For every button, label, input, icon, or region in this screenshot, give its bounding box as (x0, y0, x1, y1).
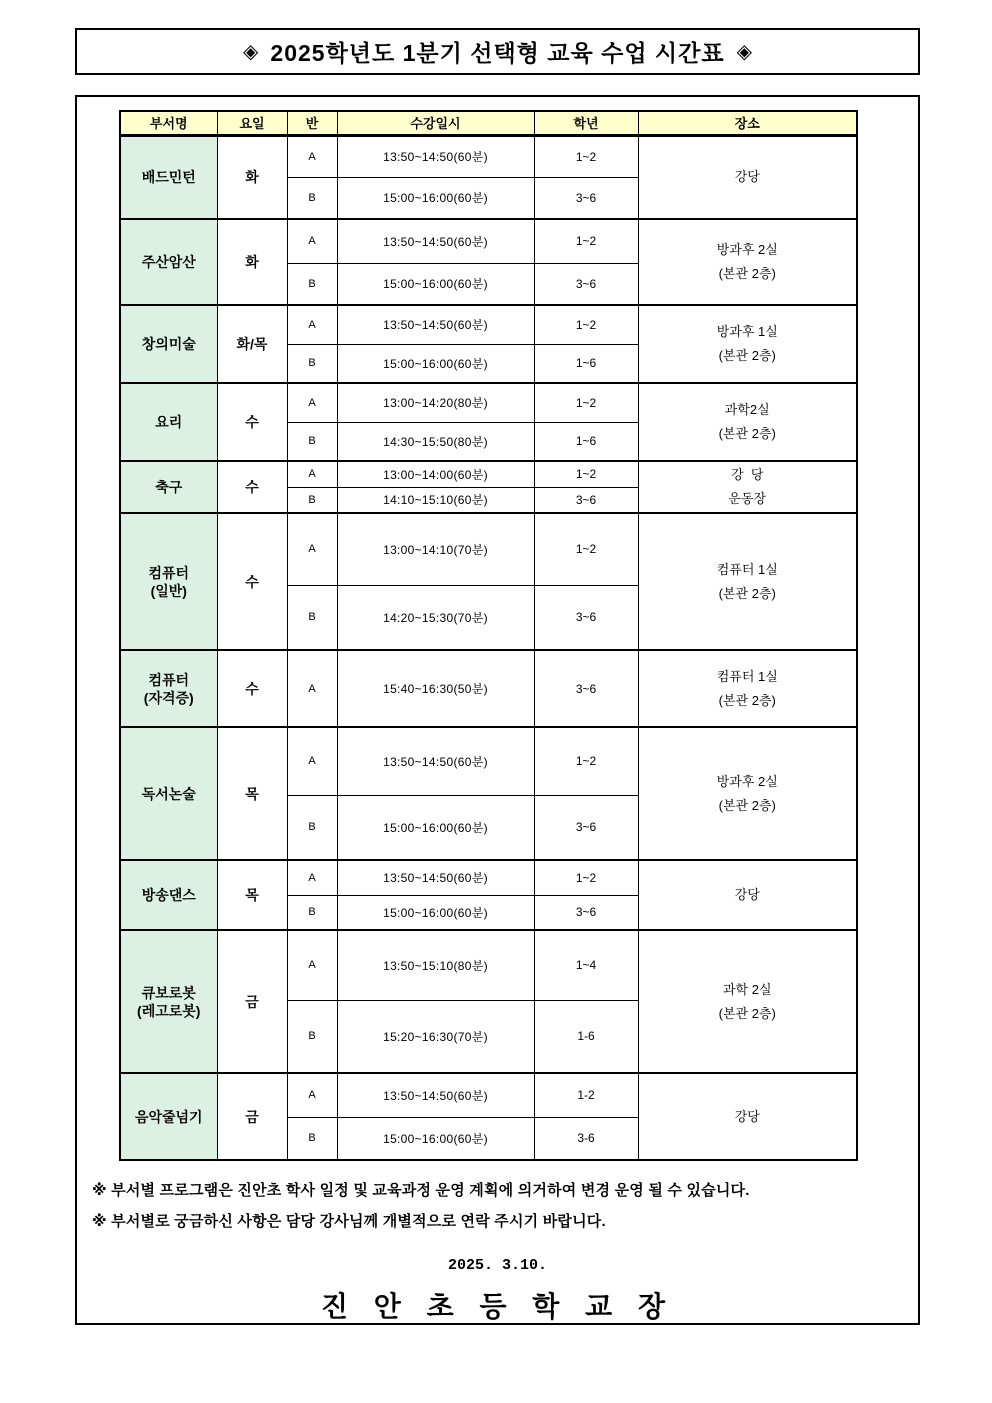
time-cell: 15:00~16:00(60분) (337, 344, 534, 383)
time-cell: 15:00~16:00(60분) (337, 895, 534, 930)
grade-cell: 3~6 (534, 895, 638, 930)
class-cell: A (287, 305, 337, 344)
day-cell: 수 (217, 650, 287, 727)
dept-cell: 주산암산 (120, 219, 217, 305)
day-cell: 수 (217, 383, 287, 461)
content-box (75, 95, 920, 1325)
dept-cell: 창의미술 (120, 305, 217, 383)
time-cell: 15:20~16:30(70분) (337, 1000, 534, 1073)
table-row (120, 1073, 857, 1117)
place-cell: 방과후 2실 (본관 2층) (638, 219, 857, 305)
class-cell: B (287, 895, 337, 930)
class-cell: B (287, 422, 337, 461)
grade-cell: 1~2 (534, 727, 638, 795)
table-row (120, 727, 857, 795)
day-cell: 목 (217, 860, 287, 930)
time-cell: 13:50~14:50(60분) (337, 727, 534, 795)
place-cell: 컴퓨터 1실 (본관 2층) (638, 650, 857, 727)
class-cell: A (287, 219, 337, 263)
grade-cell: 3~6 (534, 650, 638, 727)
table-row (120, 513, 857, 585)
grade-cell: 3~6 (534, 487, 638, 513)
place-cell: 방과후 2실 (본관 2층) (638, 727, 857, 860)
grade-cell: 1~2 (534, 860, 638, 895)
grade-cell: 3~6 (534, 795, 638, 860)
table-row (120, 383, 857, 422)
dept-cell: 배드민턴 (120, 135, 217, 219)
header-place: 장소 (638, 111, 857, 135)
header-row (120, 111, 857, 135)
grade-cell: 1~2 (534, 383, 638, 422)
page-title: 2025학년도 1분기 선택형 교육 수업 시간표 (270, 40, 725, 66)
time-cell: 13:00~14:00(60분) (337, 461, 534, 487)
class-cell: A (287, 383, 337, 422)
table-row (120, 650, 857, 727)
grade-cell: 1~6 (534, 422, 638, 461)
grade-cell: 1~2 (534, 461, 638, 487)
class-cell: B (287, 344, 337, 383)
time-cell: 15:00~16:00(60분) (337, 263, 534, 305)
table-row (120, 930, 857, 1000)
time-cell: 13:50~14:50(60분) (337, 135, 534, 177)
class-cell: A (287, 513, 337, 585)
table-row (120, 219, 857, 263)
header-time: 수강일시 (337, 111, 534, 135)
time-cell: 15:00~16:00(60분) (337, 795, 534, 860)
time-cell: 13:00~14:20(80분) (337, 383, 534, 422)
grade-cell: 1~2 (534, 305, 638, 344)
dept-cell: 축구 (120, 461, 217, 513)
class-cell: B (287, 177, 337, 219)
grade-cell: 1-2 (534, 1073, 638, 1117)
dept-cell: 요리 (120, 383, 217, 461)
day-cell: 금 (217, 930, 287, 1073)
class-cell: A (287, 135, 337, 177)
principal-signature: 진 안 초 등 학 교 장 (320, 1291, 674, 1322)
table-row (120, 860, 857, 895)
day-cell: 화 (217, 135, 287, 219)
time-cell: 14:30~15:50(80분) (337, 422, 534, 461)
time-cell: 15:00~16:00(60분) (337, 177, 534, 219)
dept-cell: 큐보로봇 (레고로봇) (120, 930, 217, 1073)
table-row (120, 305, 857, 344)
time-cell: 15:00~16:00(60분) (337, 1117, 534, 1160)
footnote-2: ※ 부서별로 궁금하신 사항은 담당 강사님께 개별적으로 연락 주시기 바랍니다. (92, 1213, 606, 1230)
table-row (120, 461, 857, 487)
class-cell: B (287, 585, 337, 650)
day-cell: 목 (217, 727, 287, 860)
grade-cell: 1~2 (534, 219, 638, 263)
dept-cell: 컴퓨터 (일반) (120, 513, 217, 650)
time-cell: 15:40~16:30(50분) (337, 650, 534, 727)
place-cell: 강당 (638, 135, 857, 219)
grade-cell: 1~2 (534, 135, 638, 177)
day-cell: 화/목 (217, 305, 287, 383)
time-cell: 13:50~15:10(80분) (337, 930, 534, 1000)
grade-cell: 3~6 (534, 177, 638, 219)
time-cell: 14:10~15:10(60분) (337, 487, 534, 513)
grade-cell: 3~6 (534, 585, 638, 650)
class-cell: A (287, 727, 337, 795)
document-title-box (75, 28, 920, 75)
header-dept: 부서명 (120, 111, 217, 135)
timetable (119, 110, 858, 1161)
dept-cell: 독서논술 (120, 727, 217, 860)
grade-cell: 1~6 (534, 344, 638, 383)
table-row (120, 135, 857, 177)
grade-cell: 1~4 (534, 930, 638, 1000)
place-cell: 과학 2실 (본관 2층) (638, 930, 857, 1073)
dept-cell: 방송댄스 (120, 860, 217, 930)
class-cell: A (287, 1073, 337, 1117)
footnote-1: ※ 부서별 프로그램은 진안초 학사 일정 및 교육과정 운영 계획에 의거하여 변경 운영 될 수 있습니다. (92, 1182, 750, 1199)
class-cell: A (287, 650, 337, 727)
place-cell: 과학2실 (본관 2층) (638, 383, 857, 461)
time-cell: 13:50~14:50(60분) (337, 305, 534, 344)
place-cell: 방과후 1실 (본관 2층) (638, 305, 857, 383)
title-right-diamond-icon: ◈ (736, 40, 752, 63)
class-cell: A (287, 461, 337, 487)
day-cell: 수 (217, 513, 287, 650)
header-class: 반 (287, 111, 337, 135)
grade-cell: 1-6 (534, 1000, 638, 1073)
class-cell: B (287, 1117, 337, 1160)
time-cell: 13:50~14:50(60분) (337, 1073, 534, 1117)
time-cell: 13:50~14:50(60분) (337, 219, 534, 263)
grade-cell: 3~6 (534, 263, 638, 305)
class-cell: B (287, 487, 337, 513)
class-cell: B (287, 1000, 337, 1073)
place-cell: 컴퓨터 1실 (본관 2층) (638, 513, 857, 650)
title-left-diamond-icon: ◈ (243, 40, 259, 63)
grade-cell: 3-6 (534, 1117, 638, 1160)
day-cell: 화 (217, 219, 287, 305)
day-cell: 수 (217, 461, 287, 513)
place-cell: 강당 (638, 860, 857, 930)
place-cell: 강당 (638, 1073, 857, 1160)
grade-cell: 1~2 (534, 513, 638, 585)
class-cell: B (287, 263, 337, 305)
class-cell: A (287, 930, 337, 1000)
document-date: 2025. 3.10. (447, 1257, 548, 1274)
place-cell: 강 당 운동장 (638, 461, 857, 513)
class-cell: A (287, 860, 337, 895)
day-cell: 금 (217, 1073, 287, 1160)
time-cell: 13:00~14:10(70분) (337, 513, 534, 585)
time-cell: 13:50~14:50(60분) (337, 860, 534, 895)
header-day: 요일 (217, 111, 287, 135)
dept-cell: 음악줄넘기 (120, 1073, 217, 1160)
class-cell: B (287, 795, 337, 860)
header-grade: 학년 (534, 111, 638, 135)
dept-cell: 컴퓨터 (자격증) (120, 650, 217, 727)
time-cell: 14:20~15:30(70분) (337, 585, 534, 650)
footnotes (92, 1175, 912, 1237)
